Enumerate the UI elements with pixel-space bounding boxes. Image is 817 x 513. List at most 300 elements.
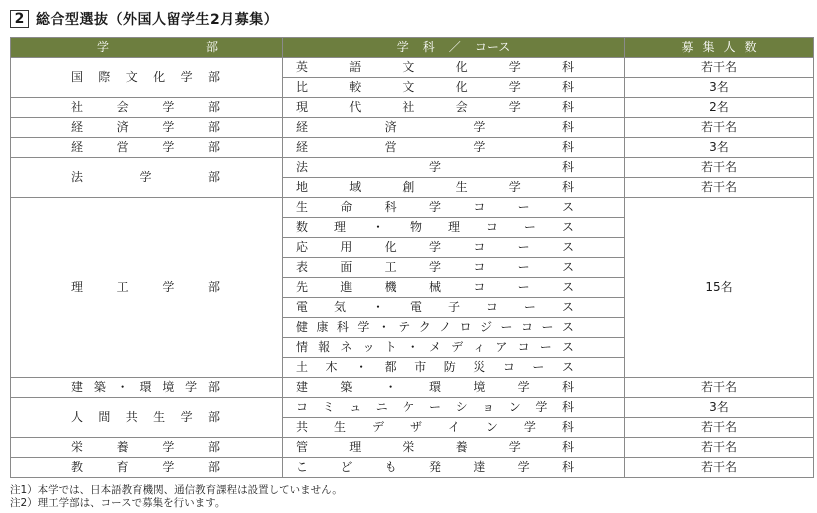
char-glyph: 栄 [402,440,415,454]
char-glyph: シ [455,400,468,414]
char-glyph: 共 [125,410,138,424]
char-glyph: 先 [296,280,309,294]
char-glyph: 経 [296,120,309,134]
char-glyph: 科 [336,320,349,334]
char-glyph: ・ [371,220,384,234]
char-glyph: 災 [473,360,486,374]
department-cell [283,278,625,298]
char-glyph: 学 [180,70,193,84]
char-glyph: コ [473,240,486,254]
department-cell [283,458,625,478]
char-glyph: ニ [375,400,388,414]
char-glyph: 経 [296,140,309,154]
department-name [283,418,624,437]
char-glyph: 康 [316,320,329,334]
department-cell [283,218,625,238]
char-glyph: ー [517,280,530,294]
char-glyph: ン [508,400,521,414]
faculty-cell [11,118,283,138]
header-count [625,38,814,58]
char-glyph: ス [561,300,574,314]
char-glyph: ミ [322,400,335,414]
char-glyph: 建 [71,380,84,394]
char-glyph: 都 [384,360,397,374]
faculty-cell [11,138,283,158]
department-name [283,118,624,137]
char-glyph: 科 [561,120,574,134]
department-cell [283,258,625,278]
department-cell [283,158,625,178]
char-glyph: ス [561,240,574,254]
table-row [11,118,814,138]
char-glyph: 間 [98,410,111,424]
department-name [283,458,624,477]
char-glyph: 学 [428,260,441,274]
section-number-badge: 2 [10,10,29,28]
char-glyph: 学 [508,180,521,194]
table-row [11,58,814,78]
char-glyph: 管 [296,440,309,454]
faculty-name [11,378,282,397]
table-row [11,98,814,118]
char-glyph: 部 [207,380,220,394]
char-glyph: 部 [207,460,220,474]
char-glyph: 文 [125,70,138,84]
count-cell: 15名 [625,198,814,378]
char-glyph: 科 [561,160,574,174]
char-glyph: 学 [517,460,530,474]
char-glyph: 栄 [71,440,84,454]
char-glyph: 部 [207,100,220,114]
char-glyph: 境 [473,380,486,394]
count-cell: 若干名 [625,438,814,458]
char-glyph: ー [541,320,554,334]
char-glyph: 済 [384,120,397,134]
char-glyph: 会 [116,100,129,114]
char-glyph: 部 [207,140,220,154]
department-cell [283,98,625,118]
char-glyph: 生 [153,410,166,424]
char-glyph: 科 [561,180,574,194]
char-glyph: 数 [296,220,309,234]
department-cell [283,318,625,338]
char-glyph: ジ [480,320,493,334]
char-glyph: ッ [362,340,375,354]
char-glyph: 科 [561,440,574,454]
char-glyph: 集 [702,40,715,54]
department-cell [283,198,625,218]
char-glyph: 理 [333,220,346,234]
char-glyph: 生 [296,200,309,214]
char-glyph: 科 [561,420,574,434]
department-cell [283,298,625,318]
char-glyph: 学 [185,380,198,394]
char-glyph: 学 [473,120,486,134]
department-cell [283,178,625,198]
char-glyph: ・ [355,360,368,374]
faculty-name [11,68,282,87]
char-glyph: 報 [318,340,331,354]
char-glyph: ク [418,320,431,334]
char-glyph: 学 [162,440,175,454]
char-glyph: 英 [296,60,309,74]
char-glyph: 械 [428,280,441,294]
table-row [11,198,814,218]
char-glyph: コ [473,280,486,294]
department-cell [283,358,625,378]
char-glyph: ー [539,340,552,354]
char-glyph: ／ [448,40,461,54]
char-glyph: 現 [296,100,309,114]
char-glyph: 学 [428,160,441,174]
char-glyph: 域 [349,180,362,194]
char-glyph: 部 [205,40,218,54]
char-glyph: ど [340,460,353,474]
char-glyph: ー [500,320,513,334]
department-name [283,358,624,377]
char-glyph: 学 [523,420,536,434]
char-glyph: 学 [428,240,441,254]
char-glyph: 国 [71,70,84,84]
char-glyph: 部 [207,70,220,84]
faculty-cell [11,378,283,398]
char-glyph: 学 [473,140,486,154]
char-glyph: 環 [428,380,441,394]
char-glyph: コ [520,320,533,334]
footnote-1: 注1）本学では、日本語教育機関、通信教育課程は設置していません。 [10,484,343,496]
char-glyph: ー [517,260,530,274]
char-glyph: 部 [207,120,220,134]
department-name [283,258,624,277]
char-glyph: コース [474,40,511,54]
count-cell: 若干名 [625,178,814,198]
char-glyph: 生 [455,180,468,194]
table-row [11,158,814,178]
header-count-label [625,38,813,57]
count-cell: 若干名 [625,378,814,398]
char-glyph: ー [523,300,536,314]
faculty-cell [11,198,283,378]
char-glyph: 築 [93,380,106,394]
char-glyph: 生 [333,420,346,434]
char-glyph: コ [296,400,309,414]
char-glyph: 科 [561,380,574,394]
department-cell [283,118,625,138]
char-glyph: 社 [402,100,415,114]
char-glyph: 創 [402,180,415,194]
char-glyph: ュ [349,400,362,414]
char-glyph: 学 [162,460,175,474]
char-glyph: ・ [371,300,384,314]
char-glyph: 学 [517,380,530,394]
char-glyph: 共 [296,420,309,434]
char-glyph: 理 [349,440,362,454]
department-cell [283,58,625,78]
char-glyph: ノ [439,320,452,334]
char-glyph: 理 [71,280,84,294]
char-glyph: ス [561,280,574,294]
char-glyph: 築 [340,380,353,394]
department-cell [283,418,625,438]
char-glyph: イ [447,420,460,434]
char-glyph: 電 [296,300,309,314]
char-glyph: 養 [116,440,129,454]
char-glyph: 理 [447,220,460,234]
count-cell: 若干名 [625,418,814,438]
department-name [283,98,624,117]
char-glyph: 学 [162,280,175,294]
department-name [283,338,624,357]
char-glyph: 部 [207,440,220,454]
char-glyph: ー [428,400,441,414]
char-glyph: ・ [116,380,129,394]
char-glyph: ー [517,200,530,214]
count-cell: 3名 [625,78,814,98]
char-glyph: ョ [482,400,495,414]
char-glyph: 地 [296,180,309,194]
department-cell [283,378,625,398]
char-glyph: ・ [384,380,397,394]
char-glyph: 学 [508,440,521,454]
char-glyph: ス [561,220,574,234]
char-glyph: 発 [428,460,441,474]
char-glyph: 工 [116,280,129,294]
char-glyph: 学 [162,140,175,154]
char-glyph: 物 [409,220,422,234]
char-glyph: 法 [296,160,309,174]
char-glyph: 学 [180,410,193,424]
char-glyph: 済 [116,120,129,134]
char-glyph: 科 [561,140,574,154]
char-glyph: 化 [153,70,166,84]
char-glyph: 科 [384,200,397,214]
char-glyph: ン [485,420,498,434]
char-glyph: 営 [116,140,129,154]
char-glyph: 語 [349,60,362,74]
department-name [283,238,624,257]
char-glyph: 工 [384,260,397,274]
department-name [283,58,624,77]
char-glyph: 学 [508,80,521,94]
char-glyph: コ [485,220,498,234]
department-cell [283,338,625,358]
char-glyph: ア [495,340,508,354]
char-glyph: 人 [723,40,736,54]
char-glyph: 部 [207,280,220,294]
char-glyph: ー [523,220,536,234]
char-glyph: 学 [139,170,152,184]
char-glyph: 防 [443,360,456,374]
char-glyph: 人 [71,410,84,424]
char-glyph: 社 [71,100,84,114]
char-glyph: 環 [139,380,152,394]
char-glyph: 募 [681,40,694,54]
char-glyph: 学 [535,400,548,414]
header-department [283,38,625,58]
char-glyph: ス [561,260,574,274]
char-glyph: 際 [98,70,111,84]
department-cell [283,138,625,158]
char-glyph: 健 [296,320,309,334]
char-glyph: ス [561,200,574,214]
count-cell: 2名 [625,98,814,118]
char-glyph: ー [532,360,545,374]
char-glyph: 土 [296,360,309,374]
char-glyph: ス [561,320,574,334]
faculty-name [11,118,282,137]
department-name [283,318,624,337]
count-cell: 若干名 [625,458,814,478]
char-glyph: 学 [508,100,521,114]
char-glyph: コ [502,360,515,374]
char-glyph: テ [398,320,411,334]
admissions-table [10,37,814,478]
department-name [283,398,624,417]
char-glyph: 科 [561,80,574,94]
char-glyph: ザ [409,420,422,434]
section-heading [10,8,278,30]
faculty-name [11,138,282,157]
char-glyph: ロ [459,320,472,334]
count-cell: 若干名 [625,118,814,138]
department-name [283,278,624,297]
count-cell: 3名 [625,398,814,418]
faculty-name [11,458,282,477]
char-glyph: 応 [296,240,309,254]
faculty-name [11,168,282,187]
char-glyph: 部 [207,410,220,424]
char-glyph: 会 [455,100,468,114]
char-glyph: 学 [357,320,370,334]
char-glyph: 境 [162,380,175,394]
char-glyph: 経 [71,140,84,154]
faculty-cell [11,458,283,478]
char-glyph: 化 [384,240,397,254]
char-glyph: 経 [71,120,84,134]
table-row [11,138,814,158]
char-glyph: ス [561,360,574,374]
char-glyph: 比 [296,80,309,94]
department-name [283,218,624,237]
count-cell: 3名 [625,138,814,158]
char-glyph: メ [428,340,441,354]
char-glyph: 面 [340,260,353,274]
char-glyph: 用 [340,240,353,254]
faculty-name [11,408,282,427]
char-glyph: 市 [414,360,427,374]
char-glyph: 気 [333,300,346,314]
char-glyph: 電 [409,300,422,314]
char-glyph: ネ [340,340,353,354]
char-glyph: 法 [71,170,84,184]
header-faculty-label [11,38,282,57]
char-glyph: 科 [561,460,574,474]
footnote-2: 注2）理工学部は、コースで募集を行います。 [10,497,226,509]
department-name [283,178,624,197]
char-glyph: 命 [340,200,353,214]
char-glyph: コ [485,300,498,314]
char-glyph: 代 [349,100,362,114]
department-name [283,378,624,397]
char-glyph: 科 [561,60,574,74]
char-glyph: 学 [97,40,110,54]
char-glyph: 子 [447,300,460,314]
department-name [283,438,624,457]
department-cell [283,438,625,458]
faculty-name [11,98,282,117]
char-glyph: ケ [402,400,415,414]
char-glyph: デ [451,340,464,354]
department-cell [283,238,625,258]
department-cell [283,398,625,418]
char-glyph: ィ [473,340,486,354]
table-body [11,58,814,478]
char-glyph: 表 [296,260,309,274]
count-cell: 若干名 [625,58,814,78]
faculty-name [11,438,282,457]
char-glyph: 化 [455,60,468,74]
char-glyph: 学 [396,40,409,54]
char-glyph: も [384,460,397,474]
char-glyph: ス [561,340,574,354]
char-glyph: 科 [561,100,574,114]
faculty-cell [11,98,283,118]
footnotes [10,484,343,510]
char-glyph: ー [517,240,530,254]
table-header-row [11,38,814,58]
char-glyph: ・ [406,340,419,354]
department-name [283,298,624,317]
char-glyph: ト [384,340,397,354]
faculty-cell [11,438,283,458]
department-name [283,138,624,157]
char-glyph: 達 [473,460,486,474]
count-cell: 若干名 [625,158,814,178]
table-row [11,378,814,398]
table-row [11,438,814,458]
char-glyph: 学 [428,200,441,214]
char-glyph: 学 [162,120,175,134]
char-glyph: こ [296,460,309,474]
faculty-cell [11,398,283,438]
char-glyph: 文 [402,80,415,94]
char-glyph: 建 [296,380,309,394]
section-title: 総合型選抜（外国人留学生2月募集） [36,12,279,28]
char-glyph: 較 [349,80,362,94]
char-glyph: 科 [561,400,574,414]
char-glyph: 情 [296,340,309,354]
faculty-name [11,278,282,297]
faculty-cell [11,58,283,98]
department-name [283,198,624,217]
char-glyph: 学 [162,100,175,114]
char-glyph: コ [473,200,486,214]
header-faculty [11,38,283,58]
char-glyph: 木 [325,360,338,374]
char-glyph: 部 [207,170,220,184]
char-glyph: 育 [116,460,129,474]
department-cell [283,78,625,98]
char-glyph: 数 [744,40,757,54]
header-department-label [283,38,624,57]
char-glyph: 文 [402,60,415,74]
char-glyph: 教 [71,460,84,474]
char-glyph: コ [473,260,486,274]
table-row [11,398,814,418]
char-glyph: 養 [455,440,468,454]
char-glyph: 化 [455,80,468,94]
char-glyph: 科 [422,40,435,54]
